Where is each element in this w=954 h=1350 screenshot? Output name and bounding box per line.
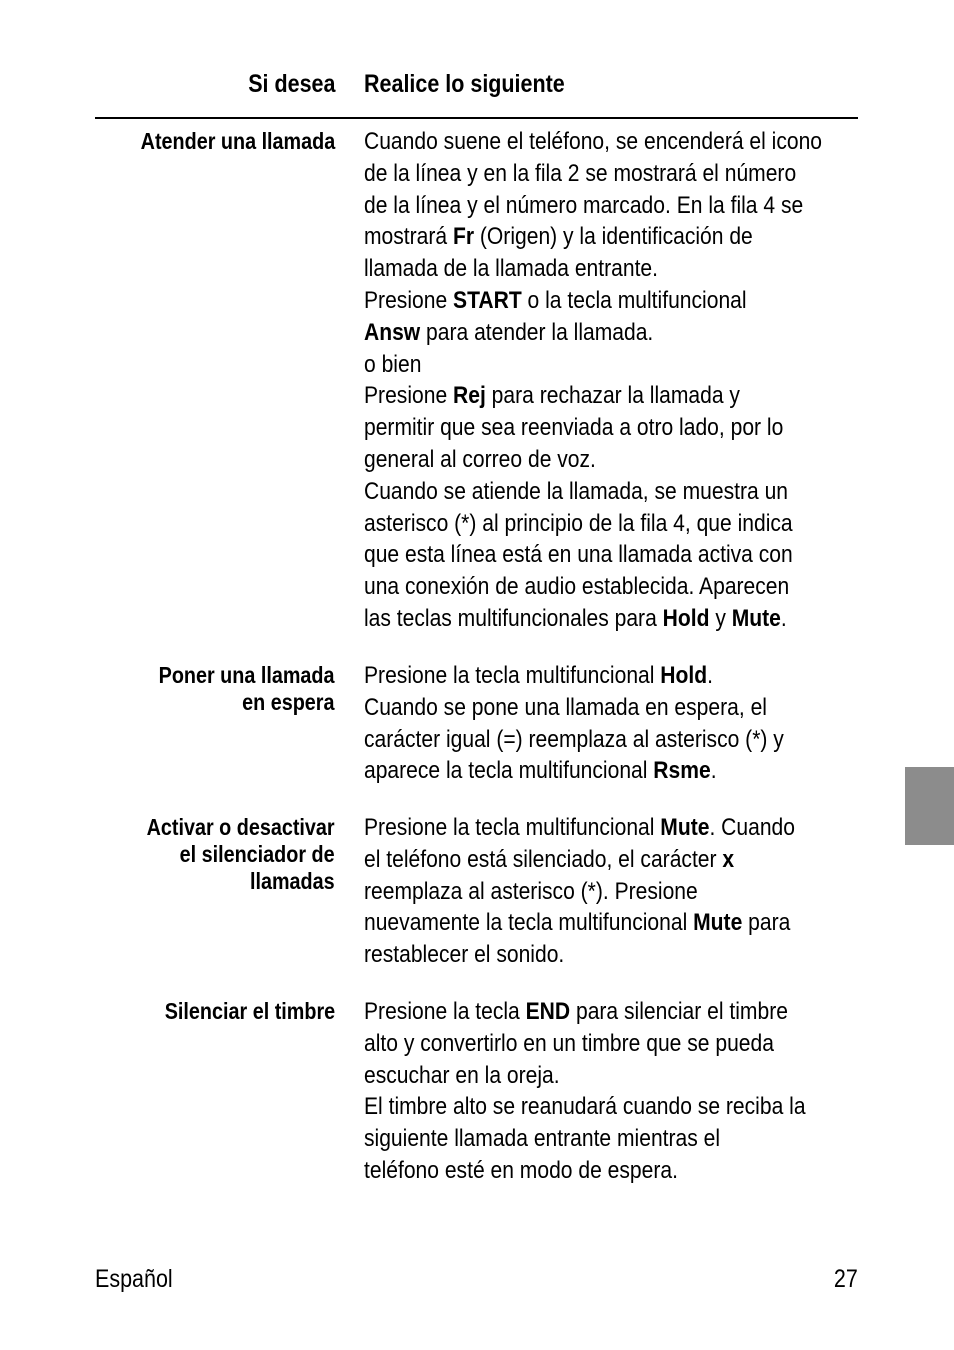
text-segment: de la línea y el número marcado. En la fila 4 se bbox=[364, 191, 804, 219]
row-label-line: en espera bbox=[242, 689, 335, 715]
description-line bbox=[364, 539, 822, 571]
description-line bbox=[364, 724, 784, 756]
key-name: Fr bbox=[452, 223, 475, 251]
row-label bbox=[147, 814, 335, 895]
text-segment: para silenciar el timbre bbox=[570, 998, 788, 1025]
text-segment: permitir que sea reenviada a otro lado, por lo bbox=[364, 414, 784, 442]
text-segment: para atender la llamada. bbox=[420, 318, 654, 346]
text-segment: . Cuando bbox=[709, 814, 795, 841]
description-line bbox=[364, 380, 822, 412]
description-line bbox=[364, 190, 822, 222]
text-segment: para bbox=[742, 909, 791, 937]
text-segment: el teléfono está silenciado, el carácter bbox=[364, 845, 723, 873]
row-description bbox=[364, 996, 806, 1187]
text-segment: Cuando se pone una llamada en espera, el bbox=[364, 693, 767, 721]
key-name: Mute bbox=[660, 814, 710, 841]
key-name: Hold bbox=[660, 662, 708, 689]
text-segment: nuevamente la tecla multifuncional bbox=[364, 909, 694, 937]
row-label bbox=[159, 662, 335, 716]
text-segment: . bbox=[780, 604, 787, 632]
description-line bbox=[364, 660, 784, 692]
description-line bbox=[364, 253, 822, 285]
row-label-line: llamadas bbox=[250, 868, 335, 894]
column-header-right: Realice lo siguiente bbox=[364, 70, 565, 98]
key-name: Rej bbox=[453, 382, 486, 410]
row-description bbox=[364, 812, 795, 971]
description-line bbox=[364, 692, 784, 724]
description-line bbox=[364, 349, 822, 381]
key-name: Mute bbox=[731, 604, 781, 632]
row-label-line: Activar o desactivar bbox=[146, 814, 335, 840]
row-description bbox=[364, 660, 784, 787]
key-name: Hold bbox=[662, 604, 710, 632]
description-line bbox=[364, 571, 822, 603]
description-line bbox=[364, 939, 795, 971]
description-line bbox=[364, 755, 784, 787]
text-segment: llamada de la llamada entrante. bbox=[364, 255, 658, 283]
description-line bbox=[364, 285, 822, 317]
footer-language: Español bbox=[95, 1265, 173, 1293]
row-label bbox=[140, 128, 335, 155]
text-segment: Presione bbox=[364, 382, 454, 410]
column-header-left: Si desea bbox=[247, 70, 335, 98]
key-name: START bbox=[453, 286, 522, 314]
text-segment: aparece la tecla multifuncional bbox=[364, 757, 654, 785]
text-segment: siguiente llamada entrante mientras el bbox=[364, 1125, 721, 1153]
text-segment: general al correo de voz. bbox=[364, 445, 596, 473]
description-line bbox=[364, 844, 795, 876]
text-segment: carácter igual (=) reemplaza al asterisco (*) y bbox=[364, 725, 784, 753]
key-name: Rsme bbox=[653, 757, 711, 785]
text-segment: Presione bbox=[364, 286, 454, 314]
text-segment: o bien bbox=[364, 350, 422, 378]
description-line bbox=[364, 317, 822, 349]
row-label-line: el silenciador de bbox=[179, 841, 335, 867]
text-segment: alto y convertirlo en un timbre que se pueda bbox=[364, 1029, 774, 1057]
key-name: END bbox=[525, 998, 571, 1025]
text-segment: restablecer el sonido. bbox=[364, 941, 565, 969]
key-name: Answ bbox=[364, 318, 421, 346]
text-segment: asterisco (*) al principio de la fila 4, que indica bbox=[364, 509, 793, 537]
text-segment: que esta línea está en una llamada activa con bbox=[364, 541, 793, 569]
description-line bbox=[364, 158, 822, 190]
row-label-line: Silenciar el timbre bbox=[164, 998, 335, 1024]
description-line bbox=[364, 907, 795, 939]
text-segment: Presione la tecla multifuncional bbox=[364, 662, 661, 689]
text-segment: para rechazar la llamada y bbox=[485, 382, 740, 410]
header-rule bbox=[95, 117, 858, 119]
row-label bbox=[165, 998, 335, 1025]
description-line bbox=[364, 221, 822, 253]
text-segment: Presione la tecla bbox=[364, 998, 526, 1025]
description-line bbox=[364, 444, 822, 476]
description-line bbox=[364, 1060, 806, 1092]
text-segment: una conexión de audio establecida. Aparecen bbox=[364, 573, 790, 601]
description-line bbox=[364, 812, 795, 844]
description-line bbox=[364, 508, 822, 540]
text-segment: o la tecla multifuncional bbox=[521, 286, 747, 314]
description-line bbox=[364, 996, 806, 1028]
text-segment: escuchar en la oreja. bbox=[364, 1061, 560, 1089]
description-line bbox=[364, 603, 822, 635]
key-name: x bbox=[722, 845, 735, 873]
text-segment: Cuando se atiende la llamada, se muestra un bbox=[364, 477, 789, 505]
row-description bbox=[364, 126, 822, 635]
description-line bbox=[364, 412, 822, 444]
text-segment: las teclas multifuncionales para bbox=[364, 604, 663, 632]
text-segment: reemplaza al asterisco (*). Presione bbox=[364, 877, 698, 905]
text-segment: . bbox=[707, 662, 713, 689]
text-segment: mostrará bbox=[364, 223, 453, 251]
text-segment: . bbox=[710, 757, 717, 785]
key-name: Mute bbox=[693, 909, 743, 937]
text-segment: teléfono esté en modo de espera. bbox=[364, 1156, 678, 1184]
text-segment: Cuando suene el teléfono, se encenderá el icono bbox=[364, 128, 823, 155]
description-line bbox=[364, 126, 822, 158]
text-segment: (Origen) y la identificación de bbox=[474, 223, 753, 251]
row-label-line: Atender una llamada bbox=[140, 128, 335, 154]
text-segment: de la línea y en la fila 2 se mostrará el número bbox=[364, 159, 797, 187]
text-segment: y bbox=[709, 604, 732, 632]
description-line bbox=[364, 1091, 806, 1123]
page-number: 27 bbox=[834, 1265, 858, 1293]
text-segment: El timbre alto se reanudará cuando se reciba la bbox=[364, 1093, 806, 1121]
row-label-line: Poner una llamada bbox=[159, 662, 335, 688]
section-tab-marker bbox=[905, 767, 954, 845]
text-segment: Presione la tecla multifuncional bbox=[364, 814, 661, 841]
description-line bbox=[364, 1155, 806, 1187]
description-line bbox=[364, 876, 795, 908]
description-line bbox=[364, 1123, 806, 1155]
description-line bbox=[364, 476, 822, 508]
description-line bbox=[364, 1028, 806, 1060]
